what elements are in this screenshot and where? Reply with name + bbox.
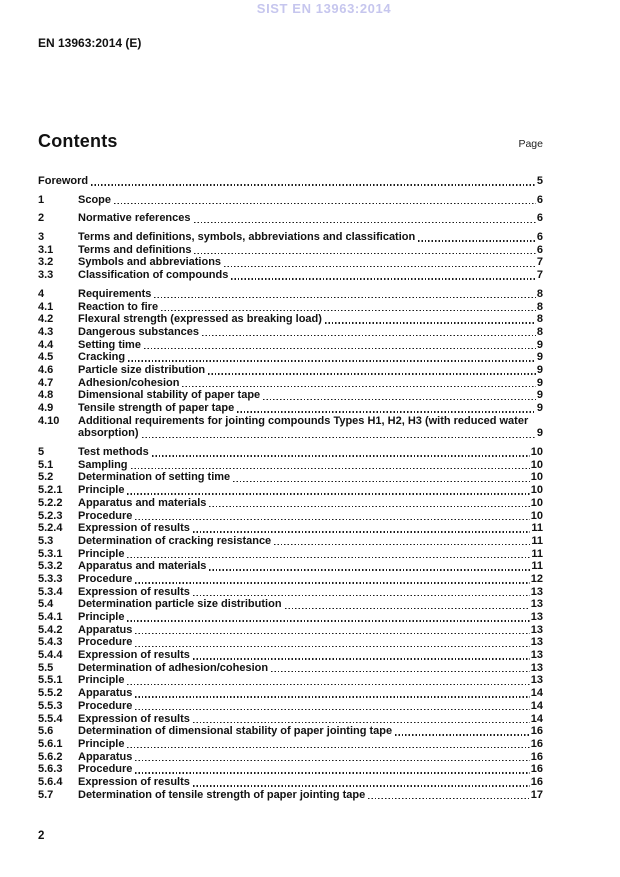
toc-entry-number: 4.5 (38, 351, 54, 364)
toc-entry-title: Determination particle size distribution (78, 598, 282, 611)
toc-entry-number: 5.2.4 (38, 522, 63, 535)
toc-entry (38, 402, 543, 415)
toc-entry-title: Flexural strength (expressed as breaking load) (78, 313, 322, 326)
toc-entry-number: 4.6 (38, 363, 54, 376)
toc-entry (38, 611, 543, 624)
toc-entry-number: 4.8 (38, 389, 54, 402)
toc-entry-page-ref: 11 (531, 534, 543, 547)
dot-leader (202, 335, 536, 336)
toc-entry (38, 789, 543, 802)
toc-entry-page-ref: 16 (530, 737, 543, 750)
toc-entry (38, 415, 543, 428)
toc-entry (38, 713, 543, 726)
toc-entry-page-ref: 9 (536, 389, 543, 402)
toc-entry-page-ref: 13 (530, 598, 543, 611)
toc-entry-number: 3.2 (38, 256, 54, 269)
toc-entry-page-ref: 10 (530, 446, 543, 459)
toc-entry-page-ref: 9 (536, 363, 543, 376)
toc-entry-page-ref: 8 (536, 300, 543, 313)
dot-leader (91, 184, 536, 185)
toc-entry-title: Procedure (78, 572, 133, 585)
toc-entry-title: Expression of results (78, 775, 190, 788)
toc-entry (38, 194, 543, 207)
toc-entry-title: Procedure (78, 699, 133, 712)
toc-entry-page-ref: 11 (531, 547, 543, 560)
toc-entry (38, 326, 543, 339)
toc-entry-title: Apparatus (78, 623, 133, 636)
toc-entry-title: Tensile strength of paper tape (78, 402, 235, 414)
dot-leader (135, 709, 529, 710)
toc-entry (38, 535, 543, 548)
toc-entry-page-ref: 6 (536, 193, 543, 206)
dot-leader (135, 696, 529, 697)
toc-entry-number: 3.3 (38, 269, 54, 282)
toc-entry-number: 5.3 (38, 534, 54, 547)
toc-entry-number: 5.4.4 (38, 649, 63, 662)
dot-leader (274, 544, 530, 545)
toc-entry (38, 288, 543, 301)
toc-entry-title: Apparatus and materials (78, 560, 207, 573)
toc-entry-page-ref: 13 (530, 661, 543, 674)
dot-leader (127, 747, 529, 748)
dot-leader (193, 785, 530, 786)
toc-entry-page-ref: 14 (530, 699, 543, 712)
dot-leader (285, 608, 530, 609)
toc-entry-page-ref: 10 (530, 484, 543, 497)
toc-entry-number: 5.5 (38, 661, 54, 674)
dot-leader (128, 360, 536, 361)
toc-entry-title: Determination of setting time (78, 471, 231, 484)
toc-entry-page-ref: 13 (530, 649, 543, 662)
toc-entry (38, 244, 543, 257)
toc-entry-title: Test methods (78, 446, 149, 459)
toc-entry-number: 5.1 (38, 458, 54, 471)
toc-entry-page-ref: 13 (530, 674, 543, 687)
toc-entry (38, 497, 543, 510)
toc-entry (38, 624, 543, 637)
watermark-header: SIST EN 13963:2014 (256, 1, 392, 16)
dot-leader (209, 506, 529, 507)
dot-leader (231, 278, 536, 279)
toc-entry-title: Sampling (78, 458, 128, 471)
toc-entry-title: Terms and definitions (78, 243, 192, 256)
toc-entry-page-ref: 13 (530, 636, 543, 649)
toc-entry-page-ref: 11 (531, 522, 543, 535)
toc-entry (38, 548, 543, 561)
toc-entry-number: 5.5.1 (38, 674, 63, 687)
dot-leader (418, 240, 536, 241)
toc-entry-number: 5.5.4 (38, 712, 63, 725)
toc-entry-number: 5.5.2 (38, 687, 63, 700)
toc-entry-page-ref: 8 (536, 313, 543, 326)
dot-leader (135, 633, 529, 634)
toc-entry-page-ref: 5 (536, 175, 543, 187)
toc-entry-title: Requirements (78, 287, 152, 300)
toc-entry-title: Determination of tensile strength of paper jointing tape (78, 788, 366, 801)
toc-entry-page-ref: 9 (536, 376, 543, 389)
dot-leader (194, 222, 536, 223)
toc-entry-number: 5.5.3 (38, 699, 63, 712)
dot-leader (395, 734, 530, 735)
toc-entry (38, 231, 543, 244)
dot-leader (135, 772, 529, 773)
dot-leader (142, 437, 536, 438)
toc-entry-title: Apparatus (78, 750, 133, 763)
toc-entry-page-ref: 8 (536, 287, 543, 300)
toc-entry-number: 5.6 (38, 725, 54, 738)
toc-entry-number: 5.4.3 (38, 636, 63, 649)
toc-entry (38, 269, 543, 282)
dot-leader (325, 322, 536, 323)
toc-entry-number: 5.3.2 (38, 560, 63, 573)
toc-entry-page-ref: 14 (530, 687, 543, 700)
toc-entry-page-ref: 13 (530, 585, 543, 598)
toc-entry-page-ref: 16 (530, 775, 543, 788)
toc-entry-title: Symbols and abbreviations (78, 256, 222, 269)
toc-entry-title: Apparatus (78, 687, 133, 700)
toc-entry (38, 649, 543, 662)
toc-entry-title: Procedure (78, 763, 133, 776)
page-column-label: Page (518, 138, 543, 150)
toc-entry-number: 4.3 (38, 325, 54, 338)
dot-leader (131, 468, 530, 469)
toc-entry-number: 5.6.1 (38, 737, 63, 750)
toc-entry (38, 313, 543, 326)
toc-entry-number: 5.2.1 (38, 484, 63, 497)
dot-leader (224, 266, 536, 267)
dot-leader (194, 253, 535, 254)
toc-entry-title: Cracking (78, 351, 126, 364)
toc-entry-title: Procedure (78, 509, 133, 522)
toc-entry-title: Additional requirements for jointing compounds Types H1, H2, H3 (with reduced water (78, 414, 529, 427)
toc-entry-title: Principle (78, 547, 125, 560)
toc-entry (38, 725, 543, 738)
dot-leader (193, 531, 530, 532)
toc-entry-number: 4 (38, 287, 45, 300)
toc-entry (38, 662, 543, 675)
toc-entry (38, 427, 543, 440)
toc-entry-title: absorption) (78, 427, 139, 440)
toc-entry-page-ref: 17 (530, 788, 543, 801)
toc-entry-page-ref: 6 (536, 243, 543, 256)
toc-entry-number: 1 (38, 193, 45, 206)
toc-entry-page-ref: 14 (530, 712, 543, 725)
contents-header (38, 131, 543, 152)
toc-entry (38, 484, 543, 497)
toc-entry-number: 4.4 (38, 338, 54, 351)
toc-entry-page-ref: 10 (530, 496, 543, 509)
toc-entry (38, 389, 543, 402)
toc-entry-number: 4.1 (38, 300, 54, 313)
dot-leader (237, 411, 536, 412)
toc-entry (38, 522, 543, 535)
toc-entry (38, 175, 543, 188)
dot-leader (154, 297, 536, 298)
toc-entry-number: 5.3.4 (38, 585, 63, 598)
toc-entry-title: Foreword (38, 175, 89, 187)
toc-entry-number: 5 (38, 446, 45, 459)
toc-entry-title: Particle size distribution (78, 363, 206, 376)
toc-entry-page-ref: 9 (536, 338, 543, 351)
toc-entry-number: 3 (38, 231, 45, 244)
dot-leader (193, 658, 530, 659)
toc-entry-page-ref: 6 (536, 231, 543, 244)
toc-entry-page-ref: 16 (530, 750, 543, 763)
toc-entry-page-ref: 12 (530, 572, 543, 585)
toc-entry-page-ref: 9 (536, 402, 543, 414)
toc-entry-number: 5.2.3 (38, 509, 63, 522)
dot-leader (127, 493, 529, 494)
toc-entry (38, 573, 543, 586)
toc-entry-page-ref: 13 (530, 611, 543, 623)
toc-entry-title: Classification of compounds (78, 269, 229, 282)
toc-entry-page-ref: 13 (530, 623, 543, 636)
dot-leader (127, 557, 530, 558)
toc-entry-page-ref: 9 (536, 351, 543, 364)
toc-entry-title: Principle (78, 674, 125, 687)
toc-entry (38, 256, 543, 269)
table-of-contents (38, 175, 543, 801)
toc-entry (38, 510, 543, 523)
toc-entry-title: Procedure (78, 636, 133, 649)
toc-entry-title: Dangerous substances (78, 325, 200, 338)
toc-entry-title: Setting time (78, 338, 141, 351)
toc-entry-title: Normative references (78, 212, 191, 225)
dot-leader (135, 646, 529, 647)
dot-leader (161, 310, 536, 311)
toc-entry-number: 5.3.1 (38, 547, 63, 560)
page-number: 2 (38, 830, 45, 842)
toc-entry (38, 560, 543, 573)
toc-entry-title: Dimensional stability of paper tape (78, 389, 261, 402)
toc-entry-page-ref: 11 (531, 560, 543, 573)
toc-entry-number: 5.6.4 (38, 775, 63, 788)
toc-entry-page-ref: 10 (530, 458, 543, 471)
toc-entry (38, 377, 543, 390)
toc-entry-number: 5.7 (38, 788, 54, 801)
toc-entry (38, 700, 543, 713)
dot-leader (127, 684, 529, 685)
toc-entry-page-ref: 16 (530, 763, 543, 776)
toc-entry-page-ref: 10 (530, 509, 543, 522)
toc-entry-title: Principle (78, 611, 125, 623)
dot-leader (193, 722, 530, 723)
toc-entry-number: 4.10 (38, 414, 60, 427)
dot-leader (233, 481, 530, 482)
contents-title: Contents (38, 131, 118, 151)
toc-entry-number: 5.2 (38, 471, 54, 484)
toc-entry-title: Expression of results (78, 649, 190, 662)
toc-entry (38, 738, 543, 751)
toc-entry-page-ref: 8 (536, 325, 543, 338)
dot-leader (263, 399, 536, 400)
toc-entry-title: Expression of results (78, 712, 190, 725)
toc-entry (38, 674, 543, 687)
toc-entry-title: Expression of results (78, 585, 190, 598)
toc-entry (38, 586, 543, 599)
toc-entry-title: Adhesion/cohesion (78, 376, 180, 389)
toc-entry-number: 5.6.3 (38, 763, 63, 776)
toc-entry-number: 5.3.3 (38, 572, 63, 585)
dot-leader (208, 373, 536, 374)
toc-entry-title: Determination of cracking resistance (78, 534, 272, 547)
toc-entry (38, 751, 543, 764)
toc-entry (38, 636, 543, 649)
toc-entry-title: Reaction to fire (78, 300, 159, 313)
toc-entry-title: Principle (78, 737, 125, 750)
dot-leader (114, 203, 536, 204)
toc-entry-page-ref: 7 (536, 269, 543, 282)
toc-entry (38, 339, 543, 352)
toc-entry-title: Apparatus and materials (78, 496, 207, 509)
dot-leader (144, 348, 536, 349)
dot-leader (135, 760, 529, 761)
toc-entry (38, 301, 543, 314)
dot-leader (209, 569, 530, 570)
toc-entry-page-ref: 6 (536, 212, 543, 225)
dot-leader (182, 386, 535, 387)
dot-leader (127, 620, 529, 621)
toc-entry (38, 687, 543, 700)
toc-entry (38, 351, 543, 364)
toc-entry (38, 364, 543, 377)
dot-leader (368, 798, 530, 799)
toc-entry-number: 5.4.2 (38, 623, 63, 636)
dot-leader (135, 582, 529, 583)
toc-entry-title: Terms and definitions, symbols, abbreviations and classification (78, 231, 416, 244)
dot-leader (193, 595, 530, 596)
toc-entry-page-ref: 16 (530, 725, 543, 738)
toc-entry (38, 598, 543, 611)
toc-entry-page-ref: 7 (536, 256, 543, 269)
dot-leader (135, 519, 529, 520)
dot-leader (152, 455, 530, 456)
toc-entry-page-ref: 10 (530, 471, 543, 484)
toc-entry (38, 763, 543, 776)
toc-entry-number: 5.2.2 (38, 496, 63, 509)
toc-entry-title: Expression of results (78, 522, 190, 535)
toc-entry-number: 5.4 (38, 598, 54, 611)
toc-entry-number: 5.6.2 (38, 750, 63, 763)
dot-leader (271, 671, 530, 672)
toc-entry-number: 5.4.1 (38, 611, 63, 623)
toc-entry-number: 4.7 (38, 376, 54, 389)
toc-entry (38, 212, 543, 225)
toc-entry-page-ref: 9 (536, 427, 543, 440)
toc-entry-title: Principle (78, 484, 125, 497)
toc-entry-number: 3.1 (38, 243, 54, 256)
toc-entry (38, 459, 543, 472)
toc-entry-number: 2 (38, 212, 45, 225)
toc-entry-number: 4.2 (38, 313, 54, 326)
toc-entry (38, 446, 543, 459)
toc-entry-title: Scope (78, 193, 112, 206)
toc-entry-title: Determination of dimensional stability of paper jointing tape (78, 725, 393, 738)
toc-entry-title: Determination of adhesion/cohesion (78, 661, 269, 674)
toc-entry-number: 4.9 (38, 402, 54, 414)
toc-entry (38, 776, 543, 789)
document-reference: EN 13963:2014 (E) (38, 36, 142, 50)
toc-entry (38, 471, 543, 484)
